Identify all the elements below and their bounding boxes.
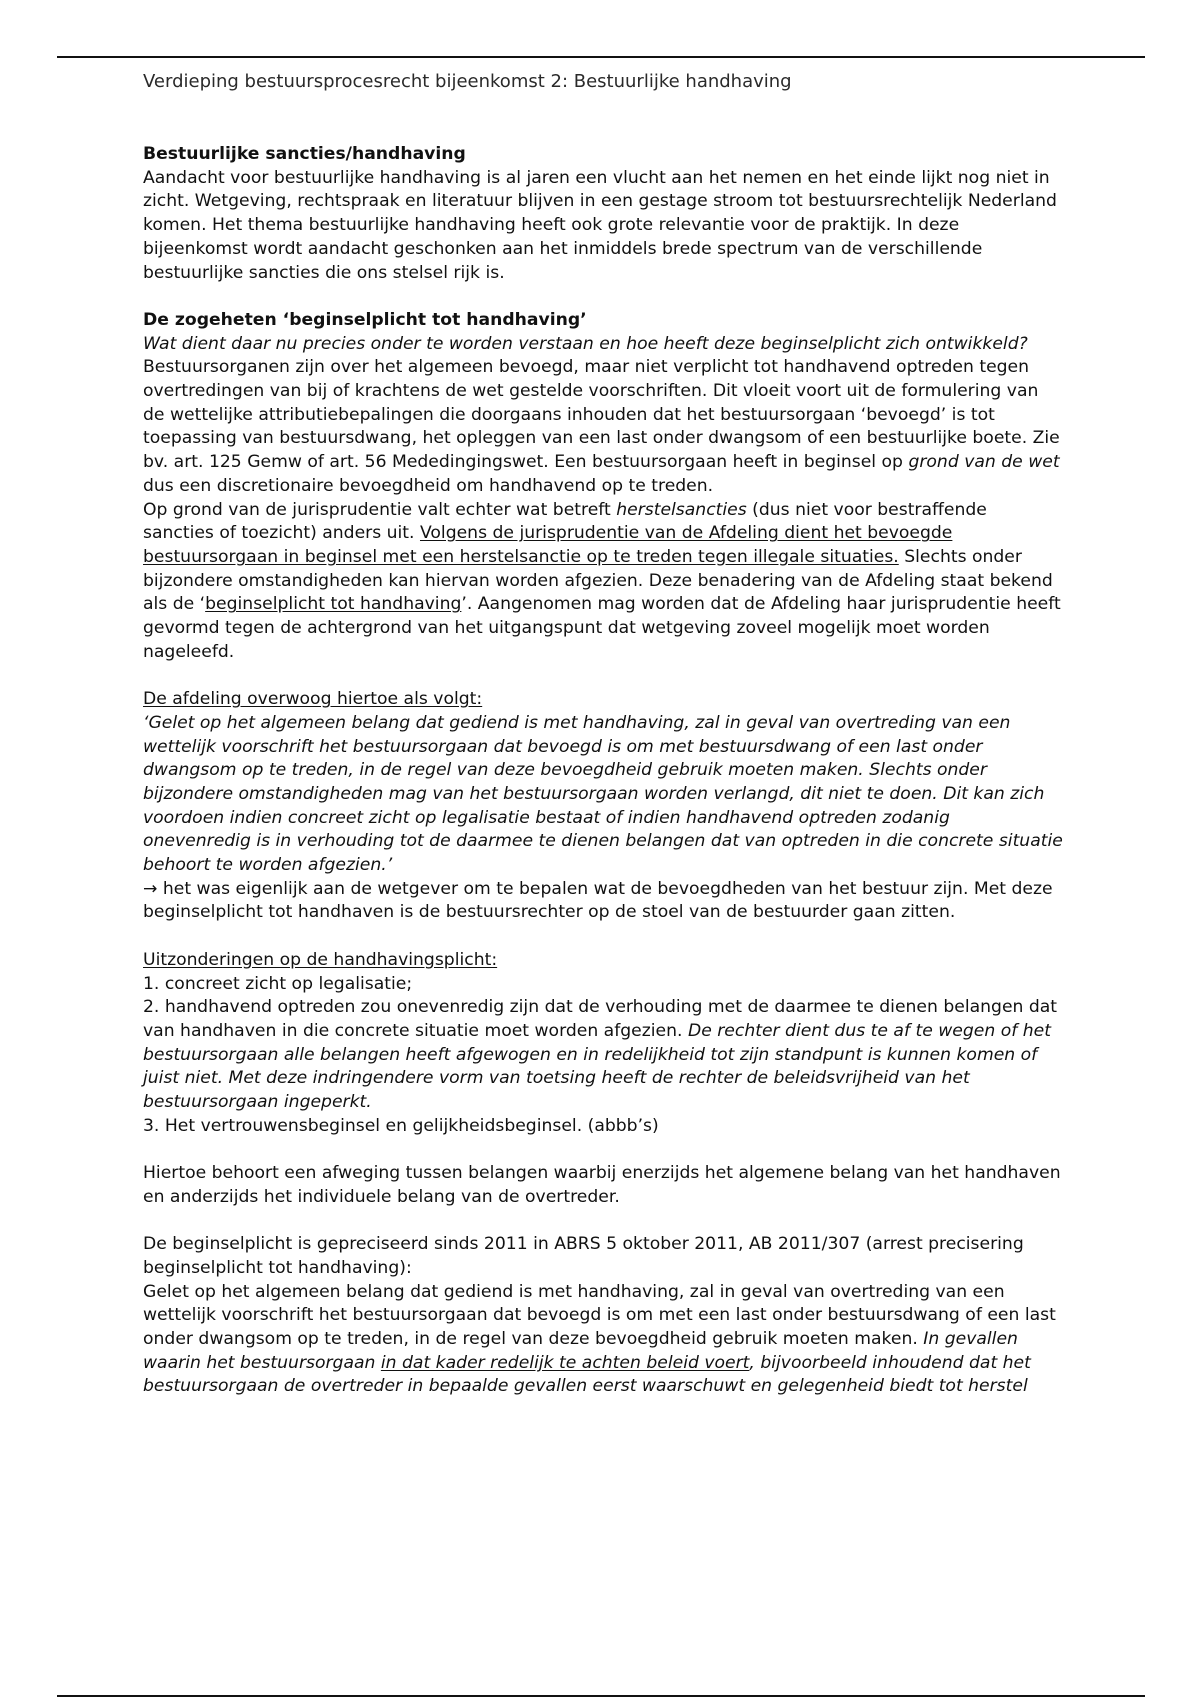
spacer <box>143 1138 1063 1162</box>
paragraph-afweging: Hiertoe behoort een afweging tussen belangen waarbij enerzijds het algemene belang van het handhaven en anderzijds het individuele belang van de overtreder. <box>143 1163 1061 1207</box>
spacer <box>143 925 1063 949</box>
text-run-italic: De rechter dient dus te af te wegen of het bestuursorgaan alle belangen heeft afgewogen en in redelijkheid tot zijn standpunt is kunnen komen of juist niet. Met deze indringendere vorm van toetsing heeft de rechter de beleidsvrijheid van het bestuursorgaan ingeperkt. <box>143 1020 1051 1113</box>
list-item-1: 1. concreet zicht op legalisatie; <box>143 973 413 994</box>
list-item-2 <box>143 996 1063 1115</box>
paragraph-jurisprudentie <box>143 499 1063 665</box>
arrow-note <box>143 878 1063 925</box>
document-body <box>143 143 1063 1399</box>
text-run-italic: , bijvoorbeeld inhoudend dat het bestuursorgaan de overtreder in bepaalde gevallen eerst waarschuwt en gelegenheid biedt tot herstel <box>143 1352 1031 1397</box>
subheading-afdeling: De afdeling overwoog hiertoe als volgt: <box>143 689 483 710</box>
spacer <box>143 1210 1063 1234</box>
text-run: het was eigenlijk aan de wetgever om te bepalen wat de bevoegdheden van het bestuur zijn. Met deze beginselplicht tot handhaven is de bestuursrechter op de stoel van de bestuurder gaan zitten. <box>143 878 1053 923</box>
section-heading-beginselplicht: De zogeheten ‘beginselplicht tot handhaving’ <box>143 309 587 330</box>
text-run-italic: grond van de wet <box>908 452 1060 473</box>
spacer <box>143 664 1063 688</box>
footer-rule <box>57 1695 1145 1697</box>
text-run: Op grond van de jurisprudentie valt echter wat betreft <box>143 499 617 520</box>
paragraph-precisering-intro: De beginselplicht is gepreciseerd sinds 2011 in ABRS 5 oktober 2011, AB 2011/307 (arrest precisering beginselplicht tot handhaving): <box>143 1234 1024 1278</box>
arrow-icon: → <box>143 878 158 899</box>
paragraph-precisering <box>143 1281 1063 1400</box>
page-header: Verdieping bestuursprocesrecht bijeenkomst 2: Bestuurlijke handhaving <box>143 71 792 92</box>
subheading-uitzonderingen: Uitzonderingen op de handhavingsplicht: <box>143 949 498 970</box>
text-run: Slechts onder bijzondere omstandigheden kan hiervan worden afgezien. Deze benadering van de Afdeling staat bekend als de ‘ <box>143 546 1053 615</box>
text-run-underlined: beginselplicht tot handhaving <box>205 594 462 615</box>
text-run: 2. handhavend optreden zou onevenredig zijn dat de verhouding met de daarmee te dienen belangen dat van handhaven in die concrete situatie moet worden afgezien. <box>143 997 1058 1041</box>
text-run-underlined: Volgens de jurisprudentie van de Afdeling dient het bevoegde bestuursorgaan in beginsel met een herstelsanctie op te treden tegen illegale situaties. <box>143 523 953 567</box>
text-run: dus een discretionaire bevoegdheid om handhavend op te treden. <box>143 475 714 496</box>
text-run: Bestuursorganen zijn over het algemeen bevoegd, maar niet verplicht tot handhavend optreden tegen overtredingen van bij of krachtens de wet gestelde voorschriften. Dit vloeit voort uit de formulering van de wettelijke attributiebepalingen die doorgaans inhouden dat het bestuursorgaan ‘bevoegd’ is tot toepassing van bestuursdwang, het opleggen van een last onder dwangsom of een bestuurlijke boete. Zie bv. art. 125 Gemw of art. 56 Mededingingswet. Een bestuursorgaan heeft in beginsel op <box>143 357 1060 473</box>
text-run-italic: In gevallen waarin het bestuursorgaan <box>143 1329 1018 1373</box>
text-run-italic-underlined: in dat kader redelijk te achten beleid voert <box>380 1352 750 1373</box>
quote-afdeling: ‘Gelet op het algemeen belang dat gediend is met handhaving, zal in geval van overtreding van een wettelijk voorschrift het bestuursorgaan dat bevoegd is om met bestuursdwang of een last onder dwangsom op te treden, in de regel van deze bevoegdheid gebruik moeten maken. Slechts onder bijzondere omstandigheden mag van het bestuursorgaan worden verlangd, dit niet te doen. Dit kan zich voordoen indien concreet zicht op legalisatie bestaat of indien handhavend optreden zodanig onevenredig is in verhouding tot de daarmee te dienen belangen dat van optreden in die concrete situatie behoort te worden afgezien.’ <box>143 712 1063 876</box>
paragraph-bevoegdheid <box>143 356 1063 498</box>
section-question: Wat dient daar nu precies onder te worden verstaan en hoe heeft deze beginselplicht zich ontwikkeld? <box>143 333 1028 354</box>
spacer <box>143 285 1063 309</box>
text-run: Gelet op het algemeen belang dat gediend is met handhaving, zal in geval van overtreding van een wettelijk voorschrift het bestuursorgaan dat bevoegd is om met een last onder bestuursdwang of een last onder dwangsom op te treden, in de regel van deze bevoegdheid gebruik moeten maken. <box>143 1281 1056 1350</box>
header-rule <box>57 56 1145 58</box>
list-item-3: 3. Het vertrouwensbeginsel en gelijkheidsbeginsel. (abbb’s) <box>143 1115 659 1136</box>
text-run: (dus niet voor bestraffende sancties of toezicht) anders uit. <box>143 499 987 544</box>
text-run-italic: herstelsancties <box>616 499 747 520</box>
section-heading-sancties: Bestuurlijke sancties/handhaving <box>143 144 466 164</box>
text-run: ’. Aangenomen mag worden dat de Afdeling haar jurisprudentie heeft gevormd tegen de achtergrond van het uitgangspunt dat wetgeving zoveel mogelijk moet worden nageleefd. <box>143 594 1061 662</box>
intro-paragraph: Aandacht voor bestuurlijke handhaving is al jaren een vlucht aan het nemen en het einde lijkt nog niet in zicht. Wetgeving, rechtspraak en literatuur blijven in een gestage stroom tot bestuursrechtelijk Nederland komen. Het thema bestuurlijke handhaving heeft ook grote relevantie voor de praktijk. In deze bijeenkomst wordt aandacht geschonken aan het inmiddels brede spectrum van de verschillende bestuurlijke sancties die ons stelsel rijk is. <box>143 167 1057 283</box>
